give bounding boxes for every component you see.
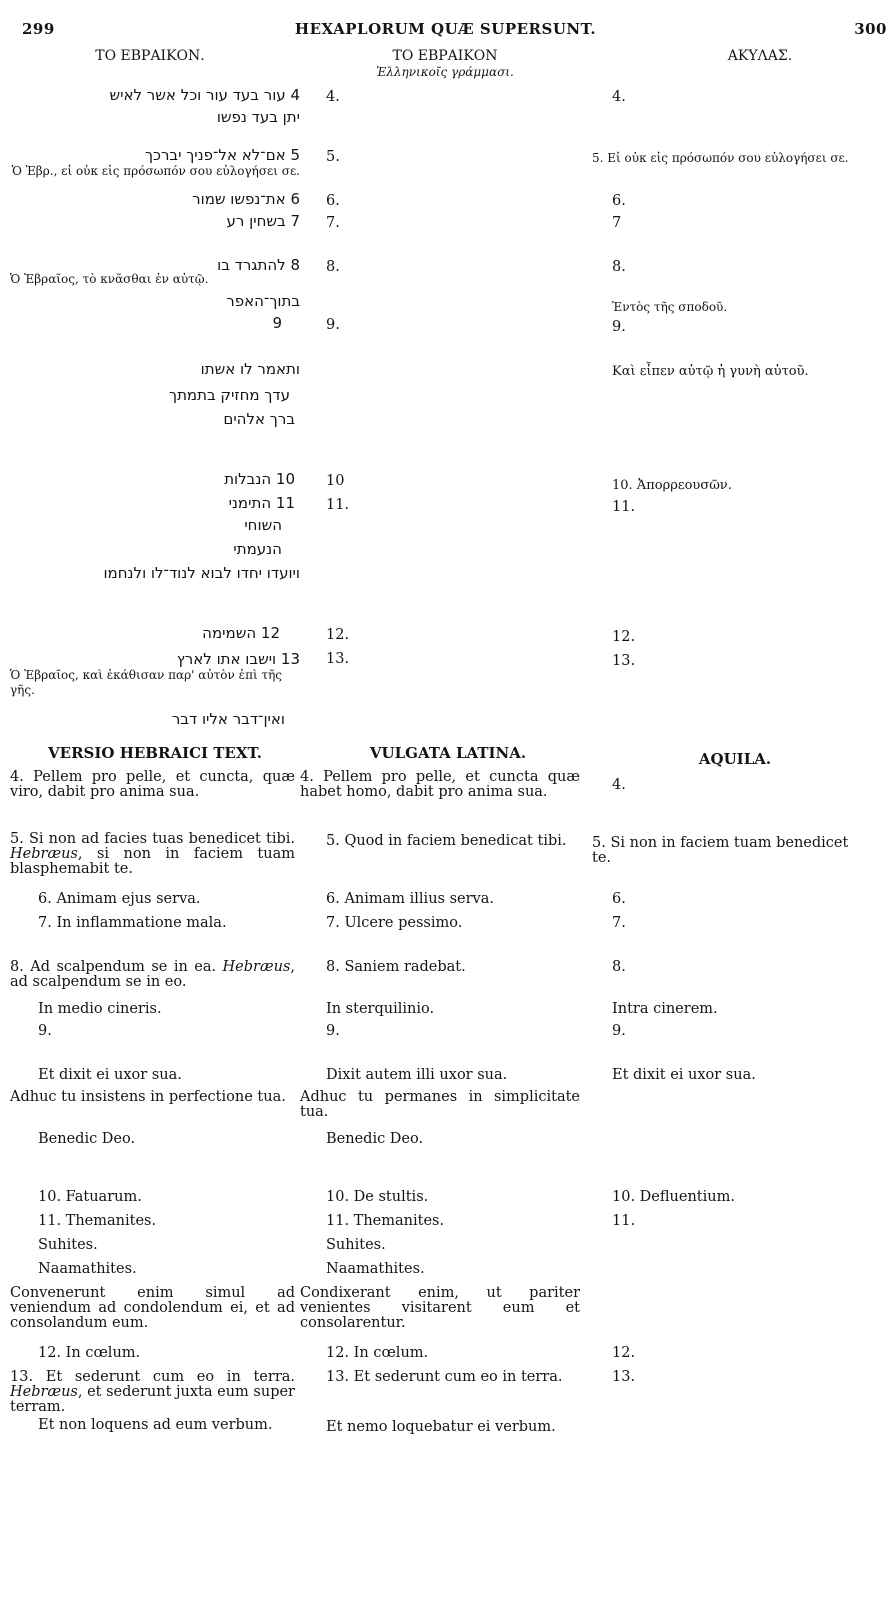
- versio-line: 6. Animam ejus serva.: [38, 891, 201, 907]
- versio-line: 9.: [38, 1023, 52, 1039]
- vulgata-line: Benedic Deo.: [326, 1131, 424, 1147]
- aquila-latin-line: 12.: [612, 1345, 636, 1361]
- aquila-greek-line: Καὶ εἶπεν αὐτῷ ἡ γυνὴ αὐτοῦ.: [612, 364, 809, 379]
- heading-translit-sub: Ἑλληνικοῖς γράμμασι.: [376, 65, 514, 79]
- aquila-greek-line: 4.: [612, 89, 626, 105]
- aquila-latin-line: 13.: [612, 1369, 636, 1385]
- versio-line: [10, 832, 295, 877]
- hebrew-line: השוחי: [244, 516, 282, 534]
- vulgata-line: 4. Pellem pro pelle, et cuncta quæ habet homo, dabit pro anima sua.: [300, 769, 580, 800]
- aquila-latin-line: Intra cinerem.: [612, 1001, 718, 1017]
- aquila-latin-line: 6.: [612, 891, 626, 907]
- right-page-number: 300: [854, 20, 887, 38]
- translit-verse: 5.: [326, 149, 340, 165]
- heading-aquila-latin: AQUILA.: [698, 750, 772, 768]
- hebrew-line: ברך אלהים: [223, 410, 295, 428]
- left-page-number: 299: [22, 20, 55, 38]
- versio-line: 4. Pellem pro pelle, et cuncta, quæ viro, dabit pro anima sua.: [10, 769, 295, 800]
- aquila-latin-line: 11.: [612, 1213, 636, 1229]
- vulgata-line: In sterquilinio.: [326, 1001, 435, 1017]
- hebrew-line: יתן בעד נפשו: [216, 108, 300, 126]
- hebrew-line: ויועדו יחדו לבוא לנוד־לו ולנחמו: [103, 564, 300, 582]
- aquila-greek-line: 7: [612, 215, 622, 231]
- translit-verse: 6.: [326, 193, 340, 209]
- hebrew-line: 7 בשחין רע: [226, 212, 300, 230]
- heading-vulgata: VULGATA LATINA.: [369, 744, 527, 762]
- versio-line: Convenerunt enim simul ad veniendum ad condolendum ei, et ad consolandum eum.: [10, 1285, 295, 1331]
- vulgata-line: Suhites.: [326, 1237, 386, 1253]
- versio-hebraeus: Hebræus: [10, 846, 78, 862]
- vulgata-line: 6. Animam illius serva.: [326, 891, 494, 907]
- aquila-greek-line: 6.: [612, 193, 626, 209]
- versio-line: [10, 1370, 295, 1415]
- translit-verse: 8.: [326, 259, 340, 275]
- aquila-latin-line: Et dixit ei uxor sua.: [612, 1067, 756, 1083]
- heading-aquila-greek: ΑΚΥΛΑΣ.: [727, 48, 793, 64]
- aquila-greek-line: 9.: [612, 319, 626, 335]
- vulgata-line: Et nemo loquebatur ei verbum.: [326, 1419, 556, 1435]
- hebrew-line: בתוך־האפר: [226, 292, 300, 310]
- versio-text: , si non in faciem tuam blasphemabit te.: [10, 846, 295, 877]
- hebrew-greek-note: Ὁ Ἑβραῖος, καὶ ἐκάθισαν παρ' αὐτὸν ἐπὶ τῆς γῆς.: [10, 668, 283, 697]
- hebrew-line: 6 את־נפשו שמור: [192, 190, 300, 208]
- running-title: HEXAPLORUM QUÆ SUPERSUNT.: [294, 20, 597, 38]
- aquila-greek-line: 8.: [612, 259, 626, 275]
- vulgata-line: 13. Et sederunt cum eo in terra.: [326, 1369, 563, 1385]
- versio-line: [10, 960, 295, 990]
- hebrew-line: 11 התימני: [228, 494, 295, 512]
- versio-line: In medio cineris.: [38, 1001, 162, 1017]
- vulgata-line: Dixit autem illi uxor sua.: [326, 1067, 508, 1083]
- aquila-greek-line: 5. Εἰ οὐκ εἰς πρόσωπόν σου εὐλογήσει σε.: [592, 151, 849, 165]
- vulgata-line: 9.: [326, 1023, 340, 1039]
- translit-verse: 10: [326, 473, 345, 489]
- versio-line: Naamathites.: [38, 1261, 137, 1277]
- vulgata-line: Adhuc tu permanes in simplicitate tua.: [300, 1089, 580, 1120]
- versio-text: 5. Si non ad facies tuas benedicet tibi.: [10, 831, 295, 847]
- versio-text: , ad scalpendum se in eo.: [10, 959, 295, 990]
- versio-line: Et dixit ei uxor sua.: [38, 1067, 182, 1083]
- vulgata-line: 10. De stultis.: [326, 1189, 429, 1205]
- versio-line: Adhuc tu insistens in perfectione tua.: [10, 1089, 286, 1105]
- hebrew-line: 12 השמימה: [202, 624, 280, 642]
- hebrew-line: ואין־דבר אליו דבר: [171, 710, 285, 728]
- hebrew-line: 13 וישבו אתו לארץ: [176, 650, 300, 668]
- heading-translit: [355, 48, 535, 80]
- aquila-greek-line: 10. Ἀπορρεουσῶν.: [612, 478, 732, 493]
- hebrew-greek-note: Ὁ Ἑβρ., εἰ οὐκ εἰς πρόσωπόν σου εὐλογήσει σε.: [11, 164, 300, 178]
- versio-line: Suhites.: [38, 1237, 98, 1253]
- translit-verse: 7.: [326, 215, 340, 231]
- versio-line: 11. Themanites.: [38, 1213, 157, 1229]
- hebrew-line: 10 הנבלות: [224, 470, 295, 488]
- versio-text: , et sederunt juxta eum super terram.: [10, 1384, 295, 1415]
- hebrew-line: 5 אם־לא אל־פניך יברכך: [144, 146, 300, 164]
- aquila-latin-line: 8.: [612, 959, 626, 975]
- hebrew-line: הנעמתי: [233, 540, 282, 558]
- translit-verse: 11.: [326, 497, 350, 513]
- vulgata-line: 8. Saniem radebat.: [326, 959, 466, 975]
- aquila-greek-line: 12.: [612, 629, 636, 645]
- versio-line: 12. In cœlum.: [38, 1345, 141, 1361]
- aquila-latin-line: 10. Defluentium.: [612, 1189, 735, 1205]
- translit-verse: 9.: [326, 317, 340, 333]
- aquila-latin-line: 4.: [612, 777, 626, 793]
- versio-line: Benedic Deo.: [38, 1131, 136, 1147]
- vulgata-line: 12. In cœlum.: [326, 1345, 429, 1361]
- heading-versio: VERSIO HEBRAICI TEXT.: [48, 744, 262, 762]
- aquila-greek-line: Ἐντὸς τῆς σποδοῦ.: [612, 300, 728, 314]
- vulgata-line: 7. Ulcere pessimo.: [326, 915, 463, 931]
- aquila-greek-line: 13.: [612, 653, 636, 669]
- versio-hebraeus: Hebræus: [222, 959, 291, 975]
- translit-verse: 13.: [326, 651, 350, 667]
- aquila-greek-line: 11.: [612, 499, 636, 515]
- hebrew-line: ותאמר לו אשתו: [200, 360, 300, 378]
- versio-text: 13. Et sederunt cum eo in terra.: [10, 1369, 295, 1385]
- aquila-latin-line: 7.: [612, 915, 626, 931]
- aquila-latin-line: 5. Si non in faciem tuam benedicet te.: [592, 835, 849, 866]
- versio-text: 8. Ad scalpendum se in ea.: [10, 959, 217, 975]
- vulgata-line: Naamathites.: [326, 1261, 425, 1277]
- aquila-latin-line: 9.: [612, 1023, 626, 1039]
- hebrew-line: 4 עור בעד עור וכל אשר לאיש: [109, 86, 300, 104]
- heading-hebrew: ΤΟ ΕΒΡΑΙΚΟΝ.: [95, 48, 205, 64]
- vulgata-line: Condixerant enim, ut pariter venientes visitarent eum et consolarentur.: [300, 1285, 580, 1331]
- hebrew-line: 9: [272, 314, 282, 332]
- hebrew-line: 8 להתגרד בו: [217, 256, 300, 274]
- versio-line: 10. Fatuarum.: [38, 1189, 142, 1205]
- versio-line: 7. In inflammatione mala.: [38, 915, 227, 931]
- versio-hebraeus: Hebræus: [10, 1384, 78, 1400]
- vulgata-line: 5. Quod in faciem benedicat tibi.: [326, 833, 567, 849]
- translit-verse: 4.: [326, 89, 340, 105]
- hebrew-greek-note: Ὁ Ἑβραῖος, τὸ κνᾶσθαι ἐν αὐτῷ.: [10, 272, 209, 286]
- vulgata-line: 11. Themanites.: [326, 1213, 445, 1229]
- translit-verse: 12.: [326, 627, 350, 643]
- versio-line: Et non loquens ad eum verbum.: [38, 1417, 273, 1433]
- hebrew-line: עדך מחזיק בתמתך: [169, 386, 290, 404]
- heading-translit-title: ΤΟ ΕΒΡΑΙΚΟΝ: [392, 48, 498, 64]
